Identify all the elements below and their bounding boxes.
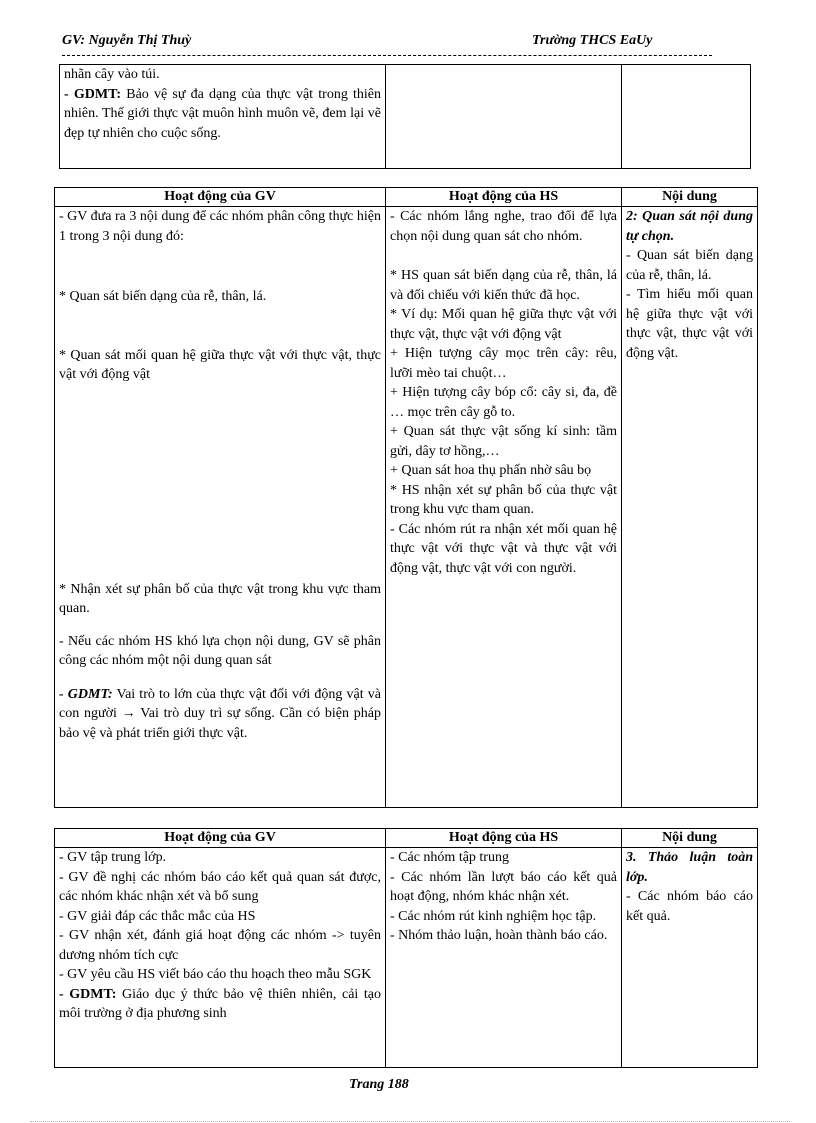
header-noi-dung: Nội dung <box>622 188 758 207</box>
hs-p5: + Hiện tượng cây bóp cổ: cây si, đa, đề … mọc trên cây gỗ to. <box>390 385 617 420</box>
header-school: Trường THCS EaUy <box>532 33 653 48</box>
header-hs: Hoạt động của HS <box>386 829 622 848</box>
gv-p3: - GV giải đáp các thắc mắc của HS <box>59 908 256 924</box>
continuation-line: nhãn cây vào túi. <box>64 67 160 82</box>
gv-p1: - GV đưa ra 3 nội dung để các nhóm phân công thực hiện 1 trong 3 nội dung đó: <box>59 209 381 244</box>
footer-divider <box>30 1121 790 1122</box>
nd-p1: - Các nhóm báo cáo kết quả. <box>626 889 753 924</box>
continuation-hs-cell <box>386 65 622 169</box>
header-gv: Hoạt động của GV <box>55 188 386 207</box>
gv-gdmt <box>59 685 381 744</box>
activity-table-2 <box>54 187 758 808</box>
hs-p4: + Hiện tượng cây mọc trên cây: rêu, lưỡi mèo tai chuột… <box>390 346 617 381</box>
gv-p3: * Quan sát mối quan hệ giữa thực vật với thực vật, thực vật với động vật <box>59 347 381 382</box>
noi-dung-cell <box>622 848 758 1068</box>
activity-table-3 <box>54 828 758 1068</box>
gdmt-text: Giáo dục ý thức bảo vệ thiên nhiên, cải tạo môi trường ở địa phương sinh <box>59 986 381 1021</box>
nd-p2: - Tìm hiểu mối quan hệ giữa thực vật với thực vật, thực vật với động vật. <box>626 287 753 361</box>
nd-title: 3. Thảo luận toàn lớp. <box>626 850 753 885</box>
continuation-gdmt <box>64 85 381 144</box>
hs-p9: - Các nhóm rút ra nhận xét mối quan hệ thực vật với thực vật và thực vật với động vật, thực vật với con người. <box>390 521 617 576</box>
hs-p6: + Quan sát thực vật sống kí sinh: tầm gửi, dây tơ hồng,… <box>390 424 617 459</box>
hs-p2: - Các nhóm lần lượt báo cáo kết quả hoạt động, nhóm khác nhận xét. <box>390 869 617 904</box>
hs-p8: * HS nhận xét sự phân bố của thực vật trong khu vực tham quan. <box>390 482 617 517</box>
gdmt-label: - GDMT: <box>59 986 117 1002</box>
hs-p2: * HS quan sát biến dạng của rễ, thân, lá và đối chiếu với kiến thức đã học. <box>390 268 617 303</box>
page-number: Trang 188 <box>349 1077 409 1092</box>
hs-p7: + Quan sát hoa thụ phấn nhờ sâu bọ <box>390 463 592 478</box>
hs-p3: - Các nhóm rút kinh nghiệm học tập. <box>390 908 597 924</box>
gv-p2: * Quan sát biến dạng của rễ, thân, lá. <box>59 289 267 304</box>
gdmt-text: Bảo vệ sự đa dạng của thực vật trong thiên nhiên. Thế giới thực vật muôn hình muôn vẽ, đem lại vẽ đẹp tự nhiên cho cuộc sống. <box>64 86 382 141</box>
hs-p3: * Ví dụ: Mối quan hệ giữa thực vật với thực vật, thực vật với động vật <box>390 307 617 342</box>
header-divider <box>62 55 712 56</box>
gv-cell <box>55 207 386 808</box>
continuation-table <box>59 64 751 169</box>
continuation-gv-cell <box>60 65 386 169</box>
hs-p1: - Các nhóm lắng nghe, trao đổi để lựa chọn nội dung quan sát cho nhóm. <box>390 209 617 244</box>
continuation-nd-cell <box>622 65 751 169</box>
header-teacher: GV: Nguyễn Thị Thuỳ <box>62 33 192 48</box>
gdmt-label: - GDMT: <box>64 86 122 102</box>
gdmt-label: - GDMT: <box>59 686 113 702</box>
header-gv: Hoạt động của GV <box>55 829 386 848</box>
hs-p4: - Nhóm thảo luận, hoàn thành báo cáo. <box>390 928 608 943</box>
gv-p4: - GV nhận xét, đánh giá hoạt động các nhóm -> tuyên dương nhóm tích cực <box>59 928 381 963</box>
gv-gdmt <box>59 985 381 1024</box>
noi-dung-cell <box>622 207 758 808</box>
gv-p4: * Nhận xét sự phân bố của thực vật trong khu vực tham quan. <box>59 581 381 616</box>
hs-cell <box>386 848 622 1068</box>
gv-cell <box>55 848 386 1068</box>
hs-cell <box>386 207 622 808</box>
nd-p1: - Quan sát biến dạng của rễ, thân, lá. <box>626 248 753 283</box>
nd-title: 2: Quan sát nội dung tự chọn. <box>626 209 753 244</box>
gv-p2: - GV đề nghị các nhóm báo cáo kết quả quan sát được, các nhóm khác nhận xét và bổ sung <box>59 869 381 904</box>
gdmt-text: Vai trò to lớn của thực vật đối với động vật và con người → Vai trò duy trì sự sống. Cần có biện pháp bảo vệ và phát triển giới thực vật. <box>59 686 381 741</box>
gv-p5: - GV yêu cầu HS viết báo cáo thu hoạch theo mẫu SGK <box>59 967 372 982</box>
gv-p1: - GV tập trung lớp. <box>59 850 167 865</box>
header-hs: Hoạt động của HS <box>386 188 622 207</box>
header-noi-dung: Nội dung <box>622 829 758 848</box>
hs-p1: - Các nhóm tập trung <box>390 850 509 865</box>
gv-p5: - Nếu các nhóm HS khó lựa chọn nội dung, GV sẽ phân công các nhóm một nội dung quan sát <box>59 633 381 668</box>
